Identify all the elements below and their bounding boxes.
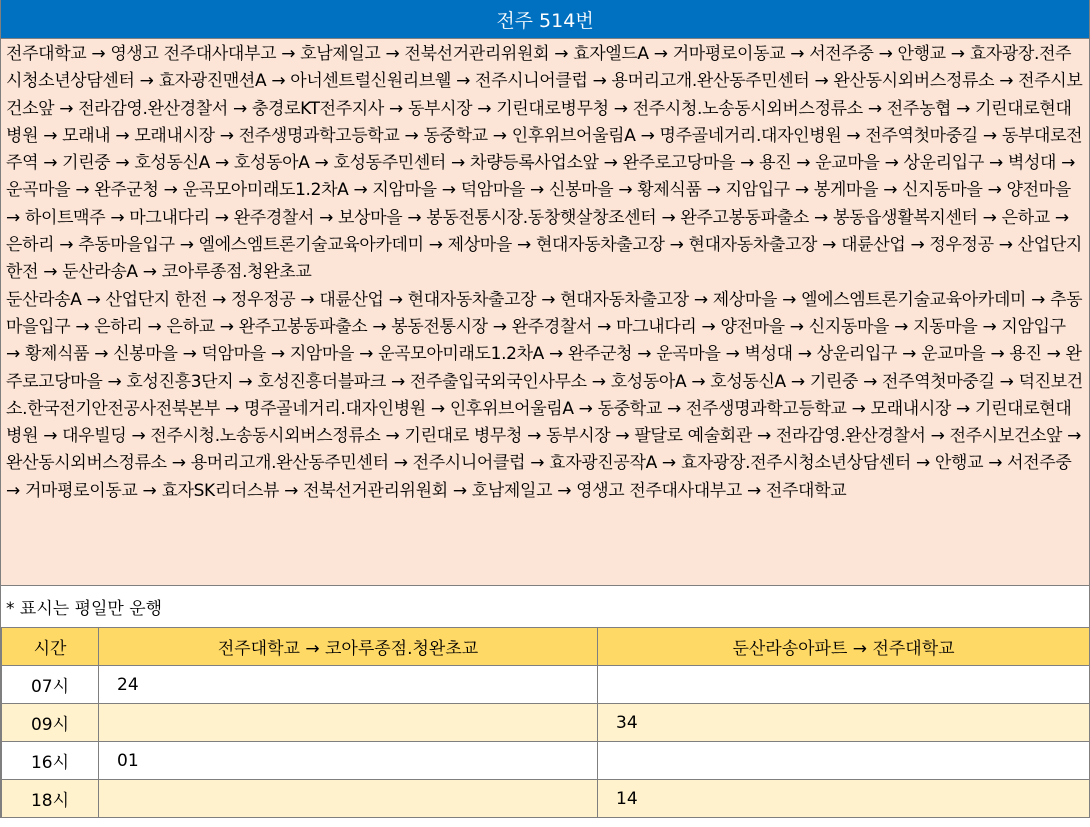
- route-description: 전주대학교 → 영생고 전주대사대부고 → 호남제일고 → 전북선거관리위원회 → 효자엘드A → 거마평로이동교 → 서전주중 → 안행교 → 효자광장.전주시청소년상담센터 → 효자광진맨션A → 아너센트럴신원리브웰 → 전주시니어클럽 → 용머리고개.완산동주민센터 → 완산동시외버스정류소 → 전주시보건소앞 → 전라감영.완산경찰서 → 충경로KT전주지사 → 동부시장 → 기린대로병무청 → 전주시청.노송동시외버스정류소 → 전주농협 → 기린대로현대병원 → 모래내 → 모래내시장 → 전주생명과학고등학교 → 동중학교 → 인후위브어울림A → 명주골네거리.대자인병원 → 전주역첫마중길 → 동부대로전주역 → 기린중 → 호성동신A → 호성동아A → 호성동주민센터 → 차량등록사업소앞 → 완주로고당마을 → 용진 → 운교마을 → 상운리입구 → 벽성대 → 운곡마을 → 완주군청 → 운곡모아미래도1.2차A → 지암마을 → 덕암마을 → 신봉마을 → 황제식품 → 지암입구 → 봉게마을 → 신지동마을 → 양전마을 → 하이트맥주 → 마그내다리 → 완주경찰서 → 보상마을 → 봉동전통시장.동창햇살창조센터 → 완주고봉동파출소 → 봉동읍생활복지센터 → 은하교 → 은하리 → 추동마을입구 → 엘에스엠트론기술교육아카데미 → 제상마을 → 현대자동차출고장 → 현대자동차출고장 → 대륜산업 → 정우정공 → 산업단지 한전 → 둔산라송A → 코아루종점.청완초교 둔산라송A → 산업단지 한전 → 정우정공 → 대륜산업 → 현대자동차출고장 → 현대자동차출고장 → 제상마을 → 엘에스엠트론기술교육아카데미 → 추동마을입구 → 은하리 → 은하교 → 완주고봉동파출소 → 봉동전통시장 → 완주경찰서 → 마그내다리 → 양전마을 → 신지동마을 → 지동마을 → 지암입구 → 황제식품 → 신봉마을 → 덕암마을 → 지암마을 → 운곡모아미래도1.2차A → 완주군청 → 운곡마을 → 벽성대 → 상운리입구 → 운교마을 → 용진 → 완주로고당마을 → 호성진흥3단지 → 호성진흥더블파크 → 전주출입국외국인사무소 → 호성동아A → 호성동신A → 기린중 → 전주역첫마중길 → 덕진보건소.한국전기안전공사전북본부 → 명주골네거리.대자인병원 → 인후위브어울림A → 동중학교 → 전주생명과학고등학교 → 모래내시장 → 기린대로현대병원 → 대우빌딩 → 전주시청.노송동시외버스정류소 → 기린대로 병무청 → 동부시장 → 팔달로 예술회관 → 전라감영.완산경찰서 → 전주시보건소앞 → 완산동시외버스정류소 → 용머리고개.완산동주민센터 → 전주시니어클럽 → 효자광진공작A → 효자광장.전주시청소년상담센터 → 안행교 → 서전주중 → 거마평로이동교 → 효자SK리더스뷰 → 전북선거관리위원회 → 호남제일고 → 영생고 전주대사대부고 → 전주대학교: [1, 39, 1089, 586]
- inbound-cell: 14: [598, 780, 1090, 818]
- time-cell: 07시: [2, 666, 99, 704]
- outbound-cell: 24: [99, 666, 598, 704]
- time-cell: 09시: [2, 704, 99, 742]
- inbound-cell: [598, 666, 1090, 704]
- table-header-row: [2, 628, 1090, 666]
- time-cell: 18시: [2, 780, 99, 818]
- table-row: [2, 742, 1090, 780]
- footnote: * 표시는 평일만 운행: [6, 599, 163, 619]
- schedule-table: [1, 627, 1090, 818]
- outbound-cell: [99, 704, 598, 742]
- inbound-cell: [598, 742, 1090, 780]
- time-cell: 16시: [2, 742, 99, 780]
- table-row: [2, 666, 1090, 704]
- inbound-cell: 34: [598, 704, 1090, 742]
- outbound-cell: [99, 780, 598, 818]
- header-inbound: 둔산라송아파트 → 전주대학교: [598, 628, 1090, 666]
- table-row: [2, 704, 1090, 742]
- outbound-cell: 01: [99, 742, 598, 780]
- header-outbound: 전주대학교 → 코아루종점.청완초교: [99, 628, 598, 666]
- table-row: [2, 780, 1090, 818]
- header-time: 시간: [2, 628, 99, 666]
- page-title: 전주 514번: [1, 0, 1089, 39]
